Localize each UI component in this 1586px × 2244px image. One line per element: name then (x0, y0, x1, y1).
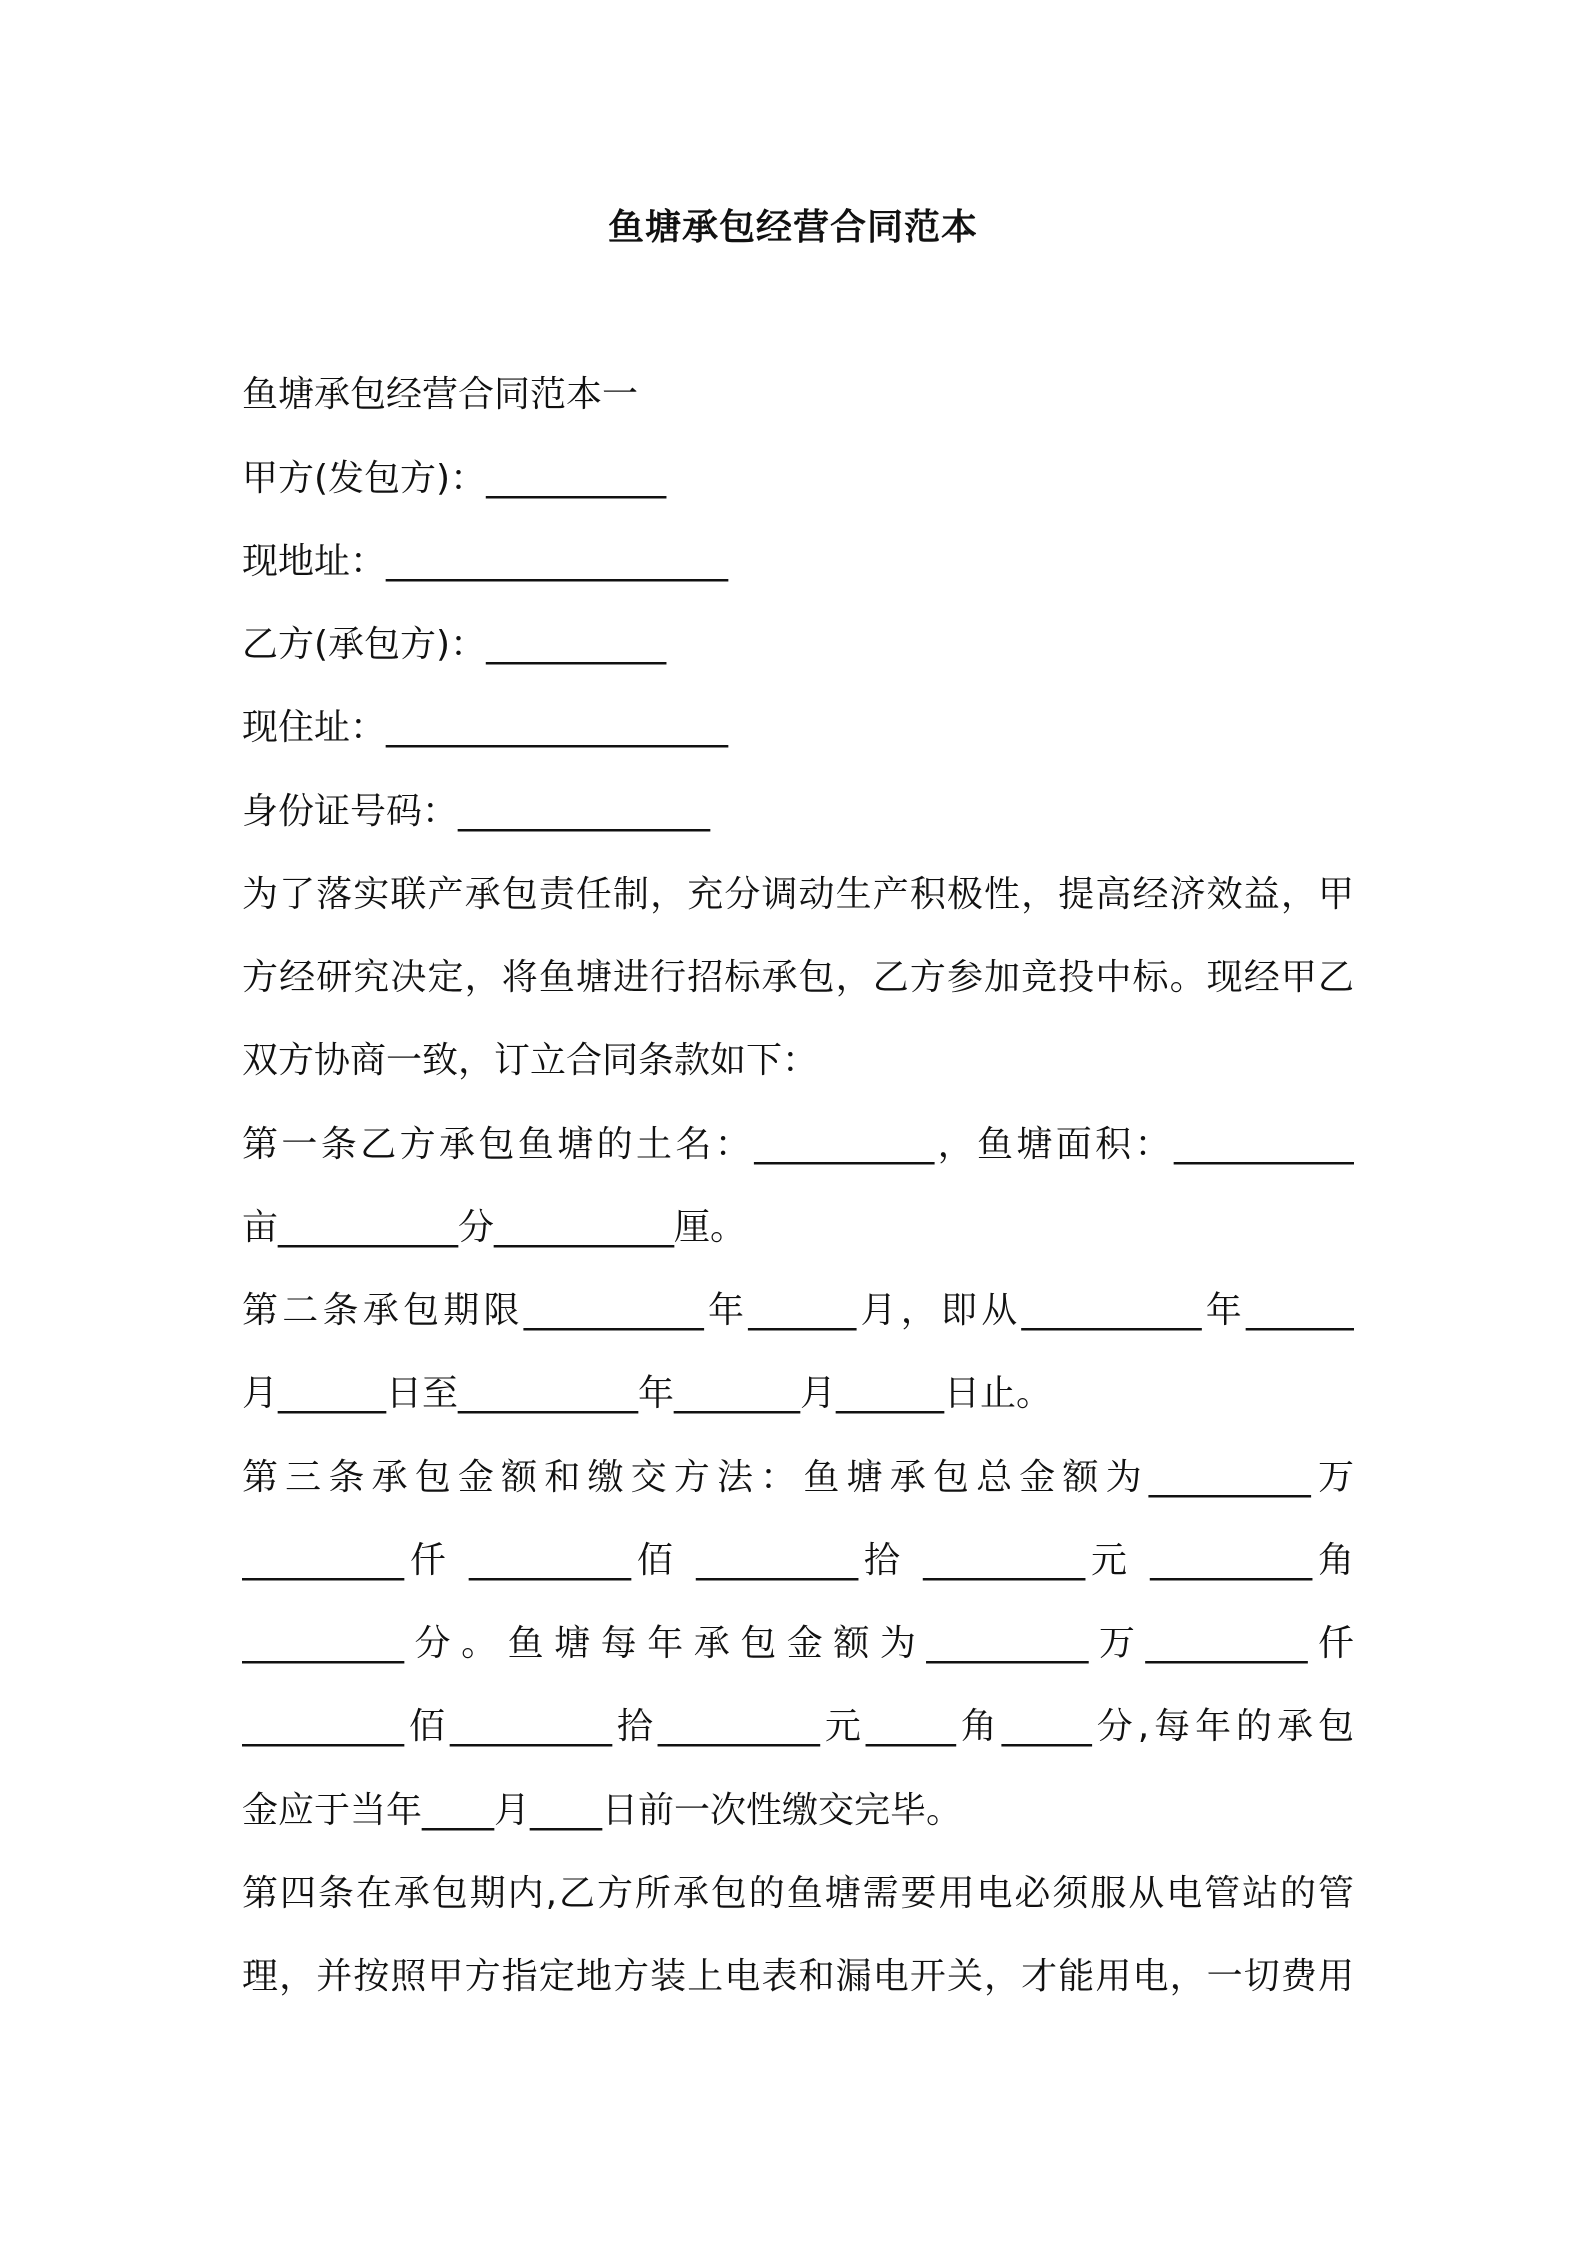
clause-3-line: _________佰_________拾_________元_____角_____分,每年的承包 (242, 1706, 1354, 1747)
preamble-line: 方经研究决定，将鱼塘进行招标承包，乙方参加竞投中标。现经甲乙 (242, 957, 1354, 998)
party-a-field: 甲方(发包方)：__________ (242, 458, 667, 499)
preamble-line: 为了落实联产承包责任制，充分调动生产积极性，提高经济效益，甲 (242, 874, 1354, 915)
clause-3-line: 第三条承包金额和缴交方法：鱼塘承包总金额为_________万 (242, 1457, 1354, 1498)
clause-2-line: 第二条承包期限__________年______月，即从__________年______ (242, 1290, 1354, 1331)
document-title: 鱼塘承包经营合同范本 (607, 207, 978, 248)
id-number-field: 身份证号码：______________ (242, 791, 711, 832)
section-heading: 鱼塘承包经营合同范本一 (242, 374, 639, 415)
clause-3-line: _________仟 _________佰 _________拾 _________元 _________角 (242, 1540, 1354, 1581)
clause-4-line: 理，并按照甲方指定地方装上电表和漏电开关，才能用电，一切费用 (242, 1956, 1354, 1997)
party-b-address-field: 现住址：___________________ (242, 707, 729, 748)
preamble-line: 双方协商一致，订立合同条款如下： (242, 1040, 819, 1081)
party-a-address-field: 现地址：___________________ (242, 541, 729, 582)
clause-1-line: 亩__________分__________厘。 (242, 1207, 747, 1248)
party-b-field: 乙方(承包方)：__________ (242, 624, 667, 665)
clause-2-line: 月______日至__________年_______月______日止。 (242, 1373, 1053, 1414)
clause-3-line: 金应于当年____月____日前一次性缴交完毕。 (242, 1790, 963, 1831)
clause-3-line: _________分。鱼塘每年承包金额为_________万_________仟 (242, 1623, 1354, 1664)
clause-1-line: 第一条乙方承包鱼塘的土名：__________，鱼塘面积：__________ (242, 1124, 1354, 1165)
clause-4-line: 第四条在承包期内,乙方所承包的鱼塘需要用电必须服从电管站的管 (242, 1873, 1354, 1914)
